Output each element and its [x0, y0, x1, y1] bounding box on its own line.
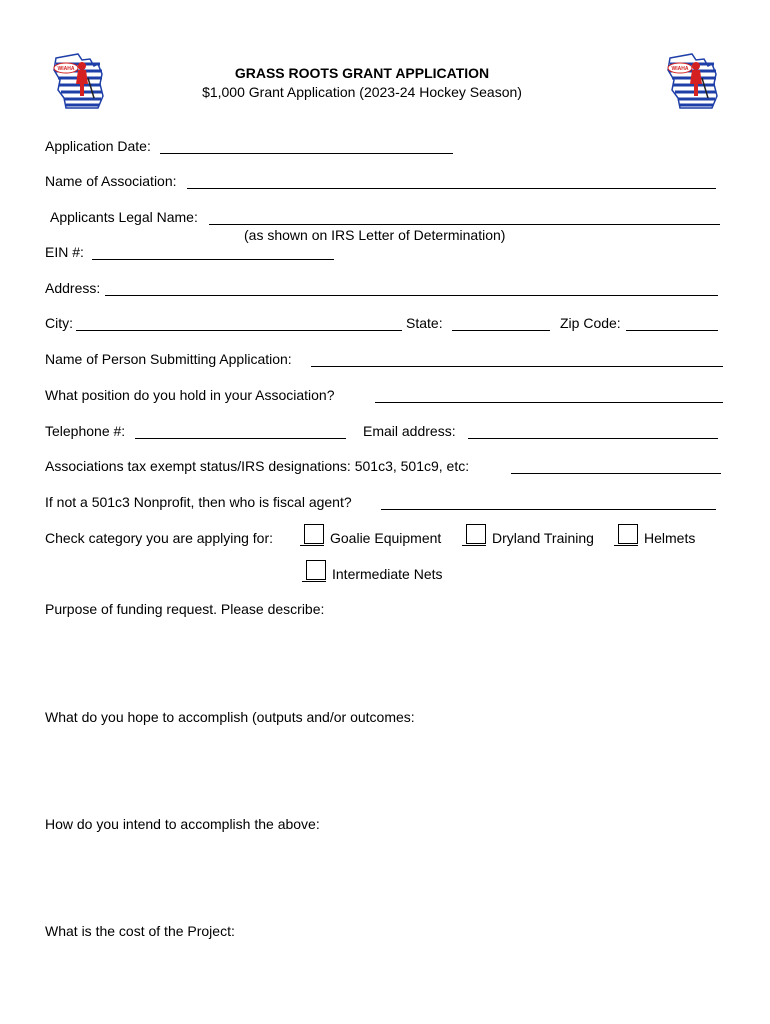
- email-label: Email address:: [363, 423, 456, 439]
- address-field[interactable]: [105, 295, 718, 296]
- position-field[interactable]: [375, 402, 723, 403]
- position-label: What position do you hold in your Association?: [45, 387, 335, 403]
- telephone-label: Telephone #:: [45, 423, 126, 439]
- cost-question: What is the cost of the Project:: [45, 923, 235, 939]
- option-dryland-training: Dryland Training: [492, 530, 594, 546]
- wiaha-logo-right: [662, 50, 724, 112]
- zip-label: Zip Code:: [560, 315, 621, 331]
- address-label: Address:: [45, 280, 101, 296]
- option-goalie-equipment: Goalie Equipment: [330, 530, 442, 546]
- checkbox-underline: [300, 545, 324, 546]
- fiscal-agent-label: If not a 501c3 Nonprofit, then who is fiscal agent?: [45, 494, 352, 510]
- checkbox-helmets[interactable]: [618, 524, 638, 544]
- city-field[interactable]: [76, 330, 402, 331]
- submitter-label: Name of Person Submitting Application:: [45, 351, 292, 367]
- application-date-field[interactable]: [160, 153, 453, 154]
- checkbox-intermediate-nets[interactable]: [306, 560, 326, 580]
- option-intermediate-nets: Intermediate Nets: [332, 566, 443, 582]
- ein-field[interactable]: [92, 259, 334, 260]
- zip-field[interactable]: [626, 330, 718, 331]
- form-title: GRASS ROOTS GRANT APPLICATION: [234, 65, 490, 81]
- legal-name-label: Applicants Legal Name:: [50, 209, 198, 225]
- ein-label: EIN #:: [45, 244, 84, 260]
- checkbox-dryland-training[interactable]: [466, 524, 486, 544]
- legal-name-field[interactable]: [209, 224, 720, 225]
- intend-question: How do you intend to accomplish the above:: [45, 816, 320, 832]
- wiaha-logo-left: [48, 50, 110, 112]
- tax-status-field[interactable]: [511, 473, 721, 474]
- city-label: City:: [45, 315, 73, 331]
- form-subtitle: $1,000 Grant Application (2023-24 Hockey Season): [202, 84, 522, 100]
- checkbox-goalie-equipment[interactable]: [304, 524, 324, 544]
- application-date-label: Application Date:: [45, 138, 151, 154]
- tax-status-label: Associations tax exempt status/IRS designations: 501c3, 501c9, etc:: [45, 458, 470, 474]
- purpose-question: Purpose of funding request. Please describe:: [45, 601, 325, 617]
- accomplish-question: What do you hope to accomplish (outputs and/or outcomes:: [45, 709, 415, 725]
- option-helmets: Helmets: [644, 530, 696, 546]
- logo-text: WIAHA: [57, 66, 75, 72]
- fiscal-agent-field[interactable]: [381, 509, 716, 510]
- checkbox-underline: [302, 581, 326, 582]
- association-name-label: Name of Association:: [45, 173, 177, 189]
- legal-name-note: (as shown on IRS Letter of Determination): [244, 227, 506, 243]
- category-label: Check category you are applying for:: [45, 530, 274, 546]
- association-name-field[interactable]: [187, 188, 716, 189]
- logo-text: WIAHA: [671, 66, 689, 72]
- checkbox-underline: [614, 545, 638, 546]
- checkbox-underline: [462, 545, 486, 546]
- state-field[interactable]: [452, 330, 550, 331]
- telephone-field[interactable]: [135, 438, 346, 439]
- state-label: State:: [406, 315, 443, 331]
- submitter-field[interactable]: [311, 366, 723, 367]
- email-field[interactable]: [468, 438, 718, 439]
